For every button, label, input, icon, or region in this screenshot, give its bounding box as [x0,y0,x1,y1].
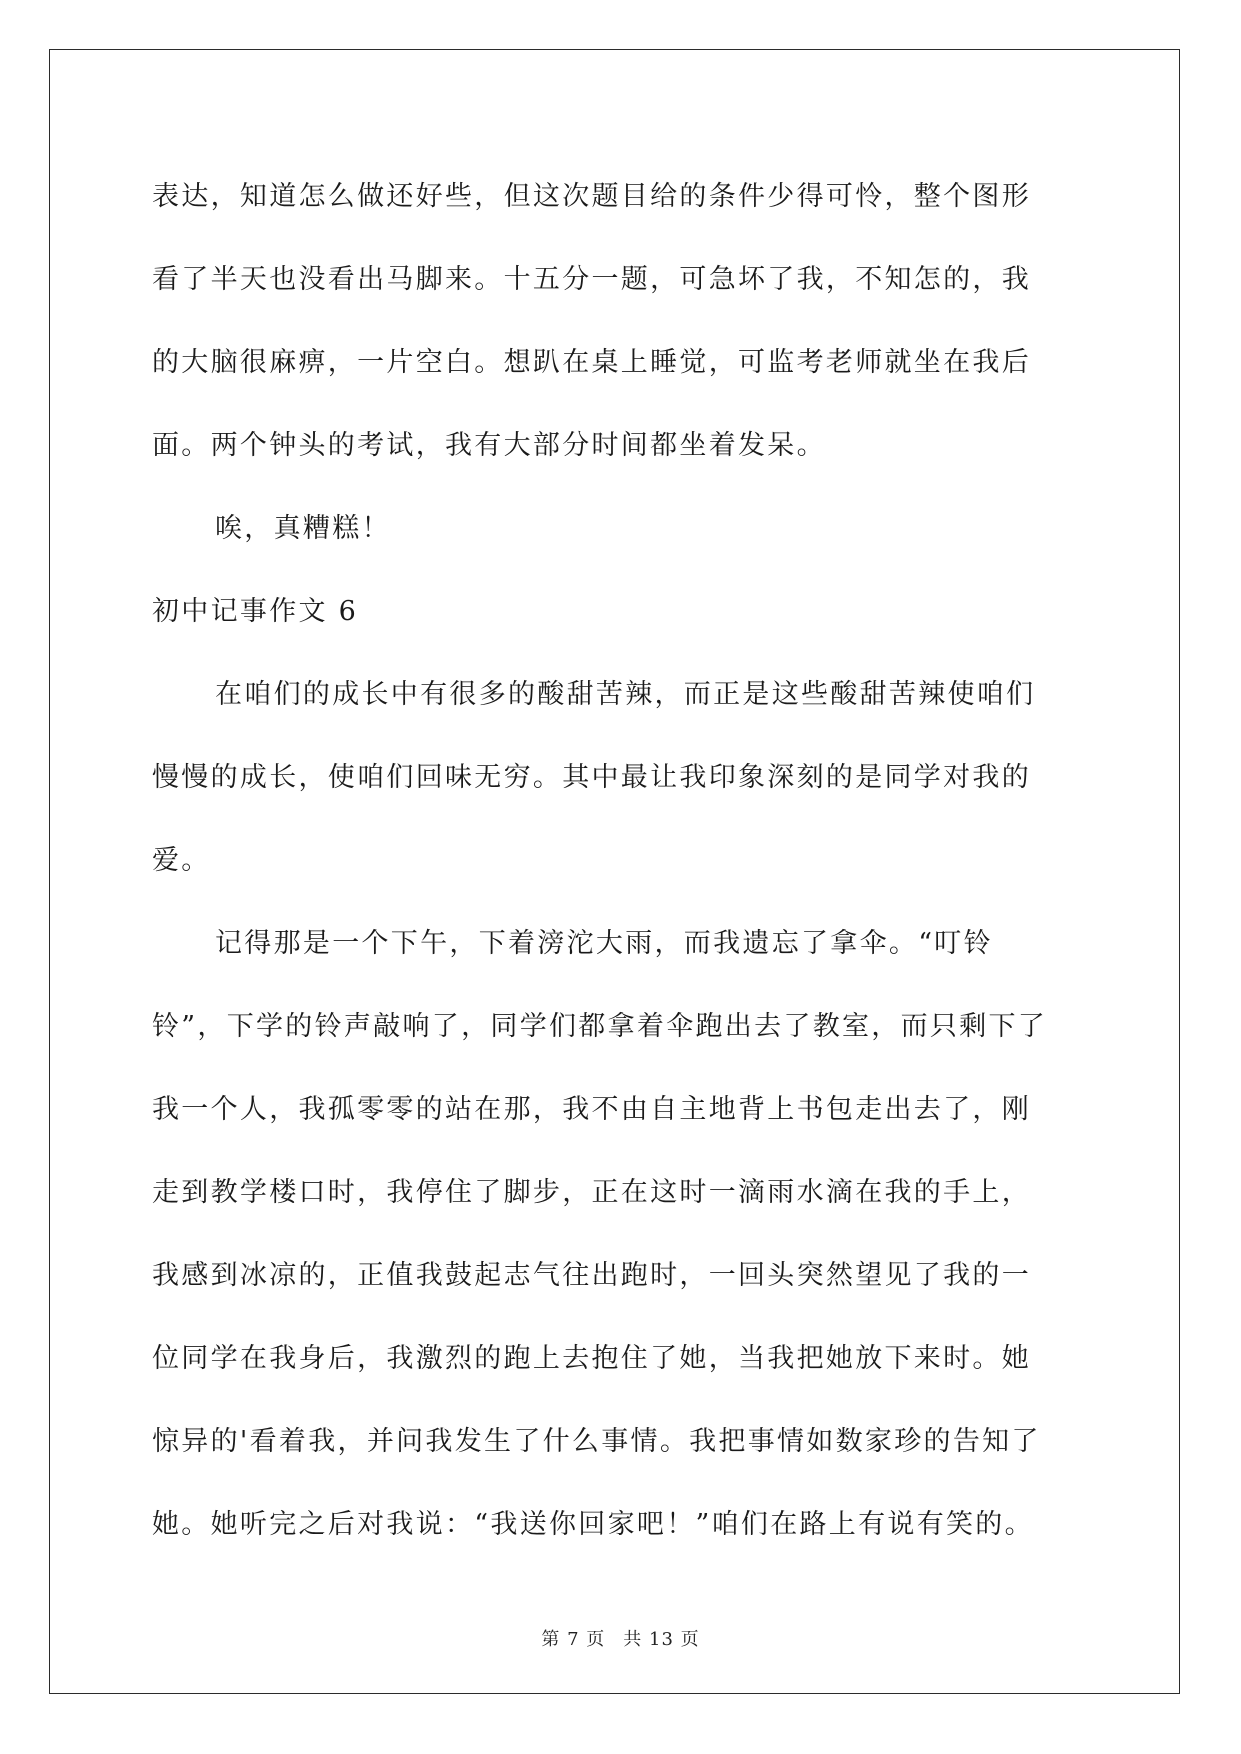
page-footer [0,1625,1241,1651]
text-line: 位同学在我身后，我激烈的跑上去抱住了她，当我把她放下来时。她 [152,1343,1031,1374]
text-line: 爱。 [152,845,211,876]
text-line: 记得那是一个下午，下着滂沱大雨，而我遗忘了拿伞。“叮铃 [215,928,993,959]
text-line: 看了半天也没看出马脚来。十五分一题，可急坏了我，不知怎的，我 [152,264,1031,295]
current-page-number: 第 7 页 [541,1629,606,1650]
text-line: 惊异的'看着我，并问我发生了什么事情。我把事情如数家珍的告知了 [152,1426,1041,1457]
text-line: 我一个人，我孤零零的站在那，我不由自主地背上书包走出去了，刚 [152,1094,1031,1125]
text-line: 走到教学楼口时，我停住了脚步，正在这时一滴雨水滴在我的手上， [152,1177,1031,1208]
text-line: 她。她听完之后对我说：“我送你回家吧！”咱们在路上有说有笑的。 [152,1509,1034,1540]
text-line: 的大脑很麻痹，一片空白。想趴在桌上睡觉，可监考老师就坐在我后 [152,347,1031,378]
section-heading: 初中记事作文 6 [152,596,359,627]
text-line: 在咱们的成长中有很多的酸甜苦辣，而正是这些酸甜苦辣使咱们 [215,679,1036,710]
total-page-count: 共 13 页 [623,1629,700,1650]
text-line: 表达，知道怎么做还好些，但这次题目给的条件少得可怜，整个图形 [152,181,1031,212]
document-body [152,155,1092,1566]
text-line: 我感到冰凉的，正值我鼓起志气往出跑时，一回头突然望见了我的一 [152,1260,1031,1291]
text-line: 铃”，下学的铃声敲响了，同学们都拿着伞跑出去了教室，而只剩下了 [152,1011,1048,1042]
text-line: 面。两个钟头的考试，我有大部分时间都坐着发呆。 [152,430,826,461]
exclamation-paragraph: 唉，真糟糕！ [215,513,391,544]
text-line: 慢慢的成长，使咱们回味无穷。其中最让我印象深刻的是同学对我的 [152,762,1031,793]
